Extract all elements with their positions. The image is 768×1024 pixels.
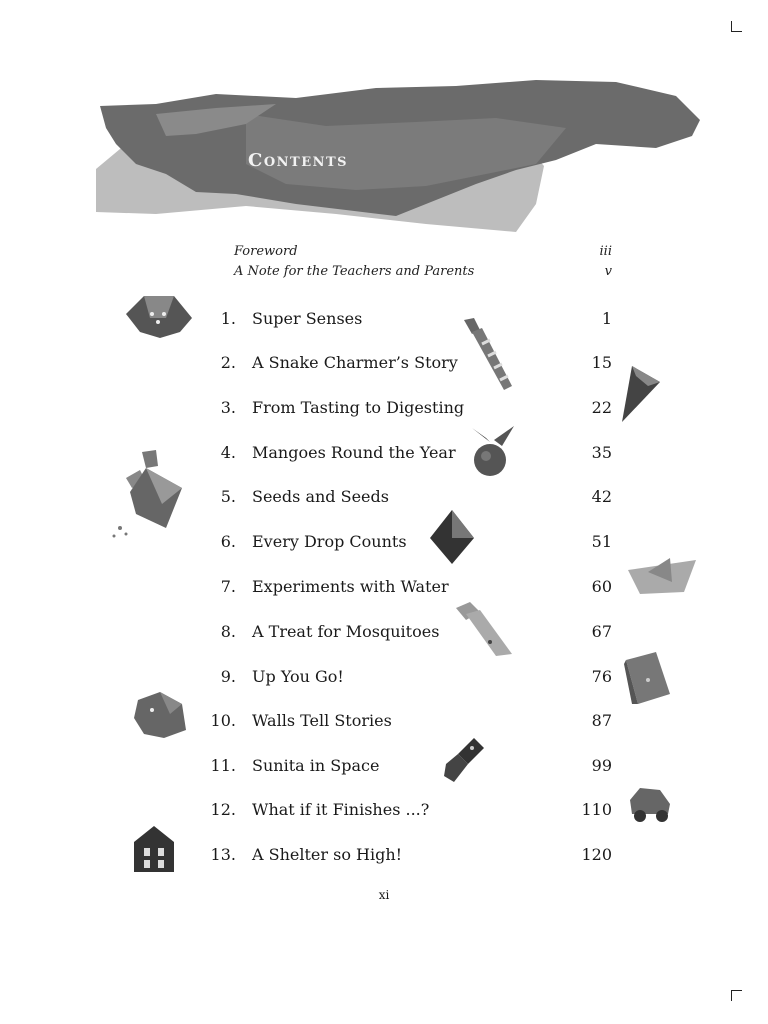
chapter-page: 120 — [581, 844, 612, 864]
chapter-row[interactable] — [200, 797, 612, 821]
chapter-page: 87 — [591, 710, 612, 730]
front-matter-page: v — [604, 264, 612, 279]
chapter-row[interactable] — [200, 350, 612, 374]
front-matter-label: A Note for the Teachers and Parents — [234, 264, 475, 279]
torn-paper-banner — [96, 74, 700, 238]
chapter-number: 4. — [220, 442, 236, 462]
chapter-row[interactable] — [200, 753, 612, 777]
chapter-title: Experiments with Water — [252, 576, 449, 596]
origami-house-icon — [130, 824, 178, 874]
origami-cone-icon — [618, 362, 664, 424]
chapter-row[interactable] — [200, 306, 612, 330]
front-matter-note[interactable] — [234, 264, 612, 279]
chapter-title: Up You Go! — [252, 666, 344, 686]
chapter-title: Mangoes Round the Year — [252, 442, 456, 462]
chapter-number: 13. — [210, 844, 236, 864]
crop-mark-bottom — [731, 990, 742, 1001]
chapter-row[interactable] — [200, 529, 612, 553]
origami-snake-icon — [460, 316, 520, 392]
chapter-page: 1 — [601, 308, 612, 328]
origami-car-icon — [626, 784, 674, 824]
origami-giraffe-icon — [452, 600, 518, 658]
contents-heading: Contents — [248, 150, 349, 171]
chapter-number: 12. — [210, 799, 236, 819]
origami-mango-icon — [466, 424, 518, 480]
origami-boat-icon — [626, 556, 698, 598]
chapter-title: What if it Finishes ...? — [252, 799, 430, 819]
chapter-title: Super Senses — [252, 308, 363, 328]
chapter-title: From Tasting to Digesting — [252, 397, 465, 417]
chapter-title: Seeds and Seeds — [252, 486, 389, 506]
page-number: xi — [378, 888, 390, 902]
chapter-page: 67 — [591, 621, 612, 641]
chapter-row[interactable] — [200, 619, 612, 643]
chapter-title: Every Drop Counts — [252, 531, 407, 551]
origami-dog-icon — [122, 292, 194, 342]
chapter-number: 10. — [210, 710, 236, 730]
front-matter-label: Foreword — [234, 244, 298, 259]
crop-mark-top — [731, 21, 742, 32]
chapter-number: 2. — [220, 352, 236, 372]
chapter-page: 110 — [581, 799, 612, 819]
chapter-number: 6. — [220, 531, 236, 551]
chapter-row[interactable] — [200, 708, 612, 732]
origami-diamond-icon — [428, 508, 478, 566]
chapter-title: A Snake Charmer’s Story — [252, 352, 458, 372]
chapter-number: 3. — [220, 397, 236, 417]
chapter-number: 9. — [220, 666, 236, 686]
front-matter-page: iii — [599, 244, 612, 259]
origami-elephant-icon — [130, 690, 190, 742]
chapter-row[interactable] — [200, 664, 612, 688]
chapter-number: 8. — [220, 621, 236, 641]
chapter-page: 51 — [591, 531, 612, 551]
chapter-row[interactable] — [200, 574, 612, 598]
chapter-number: 7. — [220, 576, 236, 596]
chapter-row[interactable] — [200, 440, 612, 464]
origami-card-icon — [624, 650, 672, 706]
chapter-number: 1. — [220, 308, 236, 328]
front-matter-foreword[interactable] — [234, 244, 612, 259]
chapter-row[interactable] — [200, 842, 612, 866]
chapter-title: Sunita in Space — [252, 755, 380, 775]
origami-rocket-icon — [438, 734, 488, 786]
chapter-title: A Treat for Mosquitoes — [252, 621, 440, 641]
chapter-title: Walls Tell Stories — [252, 710, 392, 730]
chapter-page: 22 — [591, 397, 612, 417]
chapter-number: 5. — [220, 486, 236, 506]
chapter-row[interactable] — [200, 484, 612, 508]
chapter-page: 99 — [591, 755, 612, 775]
chapter-page: 15 — [591, 352, 612, 372]
chapter-page: 35 — [591, 442, 612, 462]
chapter-page: 60 — [591, 576, 612, 596]
chapter-row[interactable] — [200, 395, 612, 419]
chapter-title: A Shelter so High! — [252, 844, 403, 864]
origami-rooster-icon — [106, 448, 186, 544]
chapter-page: 42 — [591, 486, 612, 506]
chapter-number: 11. — [210, 755, 236, 775]
chapter-page: 76 — [591, 666, 612, 686]
